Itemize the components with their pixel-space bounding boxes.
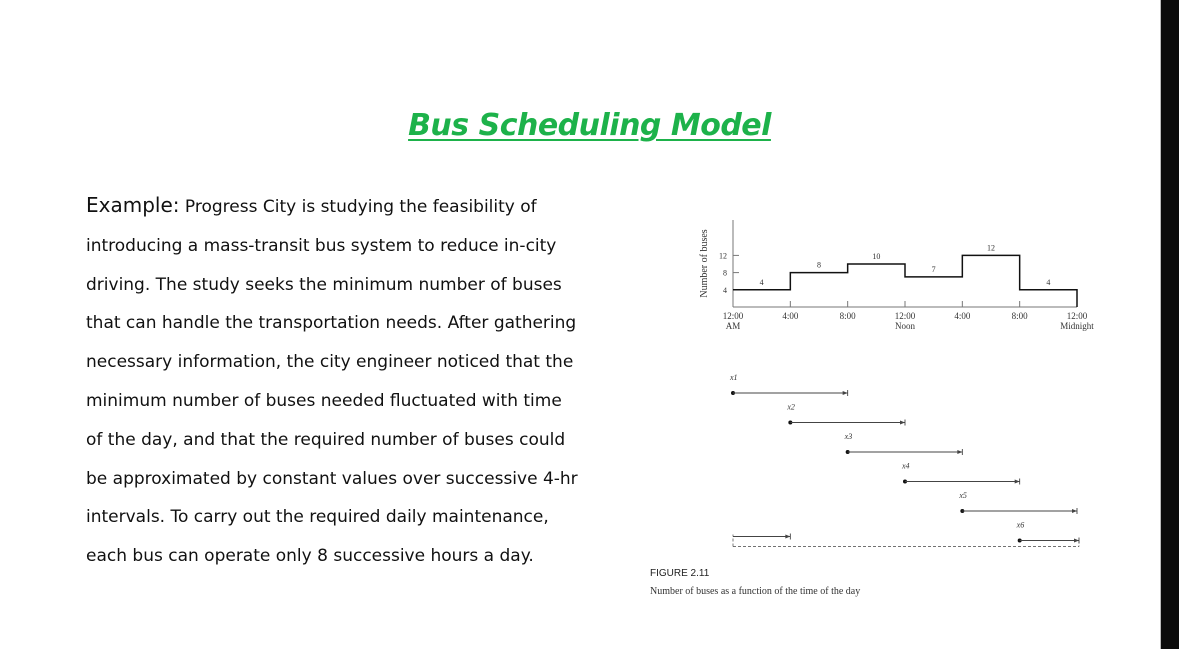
shift-arrowhead bbox=[1072, 509, 1077, 513]
figure-bus-demand bbox=[640, 210, 1110, 610]
step-value-label: 4 bbox=[1046, 277, 1051, 287]
x-tick-label-line: 4:00 bbox=[954, 311, 971, 321]
shift-label: x1 bbox=[730, 373, 738, 382]
example-paragraph bbox=[86, 186, 606, 576]
bus-demand-chart bbox=[640, 210, 1110, 610]
paragraph-line: introducing a mass-transit bus system to reduce in-city bbox=[86, 235, 557, 256]
y-tick-label: 12 bbox=[719, 251, 727, 261]
paragraph-line: that can handle the transportation needs. After gathering bbox=[86, 313, 577, 334]
shift-arrowhead bbox=[785, 535, 790, 539]
step-value-label: 12 bbox=[987, 243, 995, 253]
paragraph-line: of the day, and that the required number of buses could bbox=[86, 429, 566, 450]
paragraph-line: each bus can operate only 8 successive hours a day. bbox=[86, 546, 534, 567]
shift-arrowhead bbox=[1074, 539, 1079, 543]
step-value-label: 7 bbox=[931, 264, 936, 274]
x-tick-label bbox=[1012, 311, 1029, 321]
shift-arrowhead bbox=[900, 421, 905, 425]
shift-label: x2 bbox=[787, 402, 795, 412]
paragraph-line: be approximated by constant values over successive 4-hr bbox=[86, 468, 578, 489]
shift-label: x3 bbox=[844, 432, 853, 441]
y-tick-label: 8 bbox=[723, 268, 727, 278]
example-lead: Example: bbox=[86, 193, 180, 217]
shift-arrowhead bbox=[1015, 480, 1020, 484]
x-tick-label-line: 8:00 bbox=[1011, 311, 1028, 321]
x-tick-label bbox=[1060, 311, 1094, 331]
shift-label: x5 bbox=[959, 491, 967, 500]
x-tick-label bbox=[723, 311, 744, 331]
x-tick-label-line: 4:00 bbox=[782, 311, 799, 321]
slide-edge-bar bbox=[1161, 0, 1179, 649]
step-value-label: 8 bbox=[817, 260, 821, 270]
figure-number: FIGURE 2.11 bbox=[650, 568, 710, 579]
x-tick-label-line: 12:00 bbox=[1066, 311, 1088, 321]
x-tick-label-line: 8:00 bbox=[839, 311, 856, 321]
x-tick-label-line: 12:00 bbox=[722, 311, 744, 321]
slide-title: Bus Scheduling Model bbox=[408, 108, 771, 143]
y-axis-label: Number of buses bbox=[699, 229, 710, 298]
x-tick-label-line: AM bbox=[725, 321, 741, 331]
paragraph-line: intervals. To carry out the required daily maintenance, bbox=[86, 507, 549, 528]
paragraph-line: necessary information, the city engineer noticed that the bbox=[86, 352, 574, 373]
paragraph-line: driving. The study seeks the minimum number of buses bbox=[86, 274, 562, 295]
x-tick-label bbox=[782, 311, 799, 321]
x-tick-label-line: Midnight bbox=[1060, 321, 1094, 331]
shift-arrowhead bbox=[843, 391, 848, 395]
shift-arrowhead bbox=[957, 450, 962, 454]
paragraph-line: minimum number of buses needed fluctuated with time bbox=[86, 390, 562, 411]
x-tick-label bbox=[895, 311, 916, 331]
paragraph-line-text: Progress City is studying the feasibility of bbox=[179, 197, 537, 217]
shift-label: x6 bbox=[1016, 520, 1025, 530]
bus-demand-step-line bbox=[733, 255, 1077, 307]
y-tick-label: 4 bbox=[723, 285, 727, 295]
x-tick-label-line: 12:00 bbox=[894, 311, 916, 321]
x-tick-label bbox=[840, 311, 857, 321]
x-tick-label-line: Noon bbox=[895, 321, 915, 331]
step-value-label: 10 bbox=[872, 252, 881, 261]
step-value-label: 4 bbox=[759, 277, 764, 287]
shift-label: x4 bbox=[902, 461, 910, 471]
figure-caption: Number of buses as a function of the time of the day bbox=[650, 586, 861, 597]
paragraph-line bbox=[86, 186, 606, 227]
x-tick-label bbox=[954, 311, 971, 321]
